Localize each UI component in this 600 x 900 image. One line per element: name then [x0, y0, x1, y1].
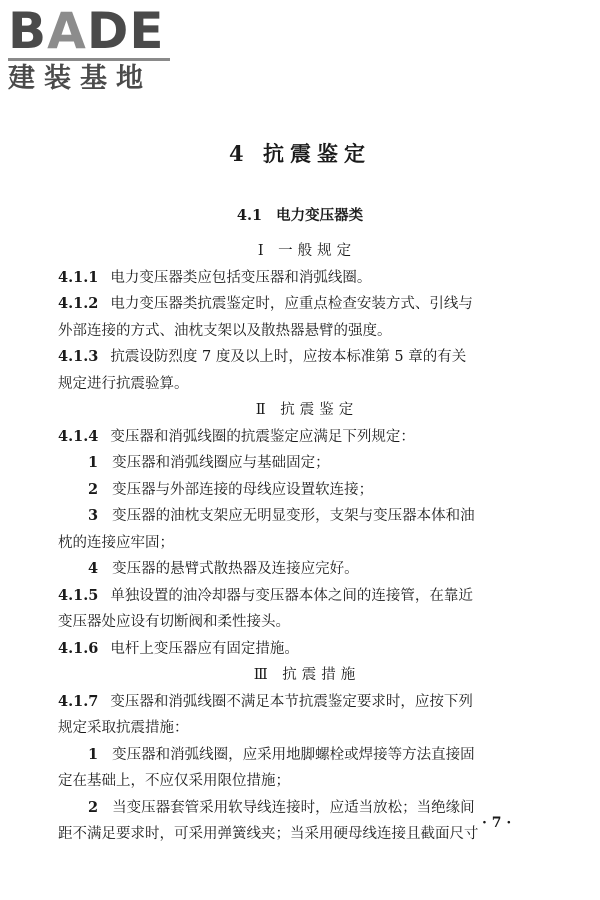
clause-4-1-1 — [58, 265, 556, 292]
section-title: 电力变压器类 — [276, 207, 364, 224]
logo-subtitle: 建装基地 — [8, 63, 152, 94]
list-item-cont: 距不满足要求时，可采用弹簧线夹；当采用硬母线连接且截面尺寸 — [58, 826, 479, 842]
clause-4-1-7 — [58, 689, 556, 716]
clause-text: 电力变压器类应包括变压器和消弧线圈。 — [110, 269, 372, 286]
subheading-appraisal: Ⅱ 抗震鉴定 — [255, 402, 359, 418]
item-text: 当变压器套管采用软导线连接时，应适当放松；当绝缘间 — [112, 799, 475, 816]
clause-4-1-6 — [58, 636, 556, 663]
clause-text: 变压器和消弧线圈不满足本节抗震鉴定要求时，应按下列 — [110, 693, 473, 710]
item-text: 变压器的悬臂式散热器及连接应完好。 — [112, 561, 359, 577]
clause-4-1-3-cont: 规定进行抗震验算。 — [58, 375, 189, 392]
clause-number: 4.1.2 — [58, 295, 99, 312]
logo-wordmark — [8, 2, 178, 60]
clause-4-1-2 — [58, 291, 556, 318]
item-number: 1 — [88, 745, 99, 763]
clause-number: 4.1.1 — [58, 268, 99, 286]
subheading-general: Ⅰ 一般规定 — [257, 243, 357, 259]
chapter-title: 4 抗震鉴定 — [229, 141, 371, 166]
item-text: 变压器的油枕支架应无明显变形，支架与变压器本体和油 — [112, 508, 475, 524]
clause-4-1-4 — [58, 424, 556, 451]
list-item — [58, 503, 556, 530]
document-body — [58, 238, 556, 848]
list-item — [58, 742, 556, 769]
list-item-cont: 枕的连接应牢固； — [58, 534, 174, 551]
list-item — [58, 556, 556, 583]
list-item — [58, 477, 556, 504]
list-item-cont: 定在基础上，不应仅采用限位措施； — [58, 773, 290, 789]
clause-4-1-2-cont: 外部连接的方式、油枕支架以及散热器悬臂的强度。 — [58, 322, 392, 339]
clause-text: 抗震设防烈度 7 度及以上时，应按本标准第 5 章的有关 — [110, 349, 467, 365]
item-number: 2 — [88, 798, 99, 816]
section-heading — [0, 204, 600, 225]
clause-text: 电力变压器类抗震鉴定时，应重点检查安装方式、引线与 — [110, 296, 473, 312]
logo-letters-de: DE — [86, 2, 165, 60]
item-number: 1 — [88, 454, 99, 471]
clause-text: 变压器和消弧线圈的抗震鉴定应满足下列规定： — [110, 428, 415, 445]
item-text: 变压器和消弧线圈，应采用地脚螺栓或焊接等方法直接固 — [112, 746, 475, 763]
item-text: 变压器和消弧线圈应与基础固定； — [112, 455, 330, 471]
subheading-measures: Ⅲ 抗震措施 — [253, 667, 361, 683]
clause-4-1-5 — [58, 583, 556, 610]
clause-number: 4.1.7 — [58, 692, 99, 710]
clause-number: 4.1.3 — [58, 348, 99, 365]
item-number: 4 — [88, 560, 99, 577]
item-number: 3 — [88, 507, 99, 524]
item-number: 2 — [88, 480, 99, 498]
clause-4-1-3 — [58, 344, 556, 371]
clause-number: 4.1.6 — [58, 639, 99, 657]
logo-letter-b: B — [8, 2, 48, 60]
clause-4-1-5-cont: 变压器处应设有切断阀和柔性接头。 — [58, 614, 290, 630]
clause-text: 单独设置的油冷却器与变压器本体之间的连接管，在靠近 — [110, 587, 473, 604]
logo-letter-a: A — [47, 2, 87, 60]
item-text: 变压器与外部连接的母线应设置软连接； — [112, 481, 374, 498]
list-item — [58, 450, 556, 477]
page-number: · 7 · — [482, 815, 512, 831]
section-number: 4.1 — [236, 207, 263, 224]
bade-logo — [8, 2, 178, 94]
clause-text: 电杆上变压器应有固定措施。 — [110, 640, 299, 657]
clause-number: 4.1.5 — [58, 586, 99, 604]
clause-number: 4.1.4 — [58, 427, 99, 445]
clause-4-1-7-cont: 规定采取抗震措施： — [58, 720, 189, 736]
